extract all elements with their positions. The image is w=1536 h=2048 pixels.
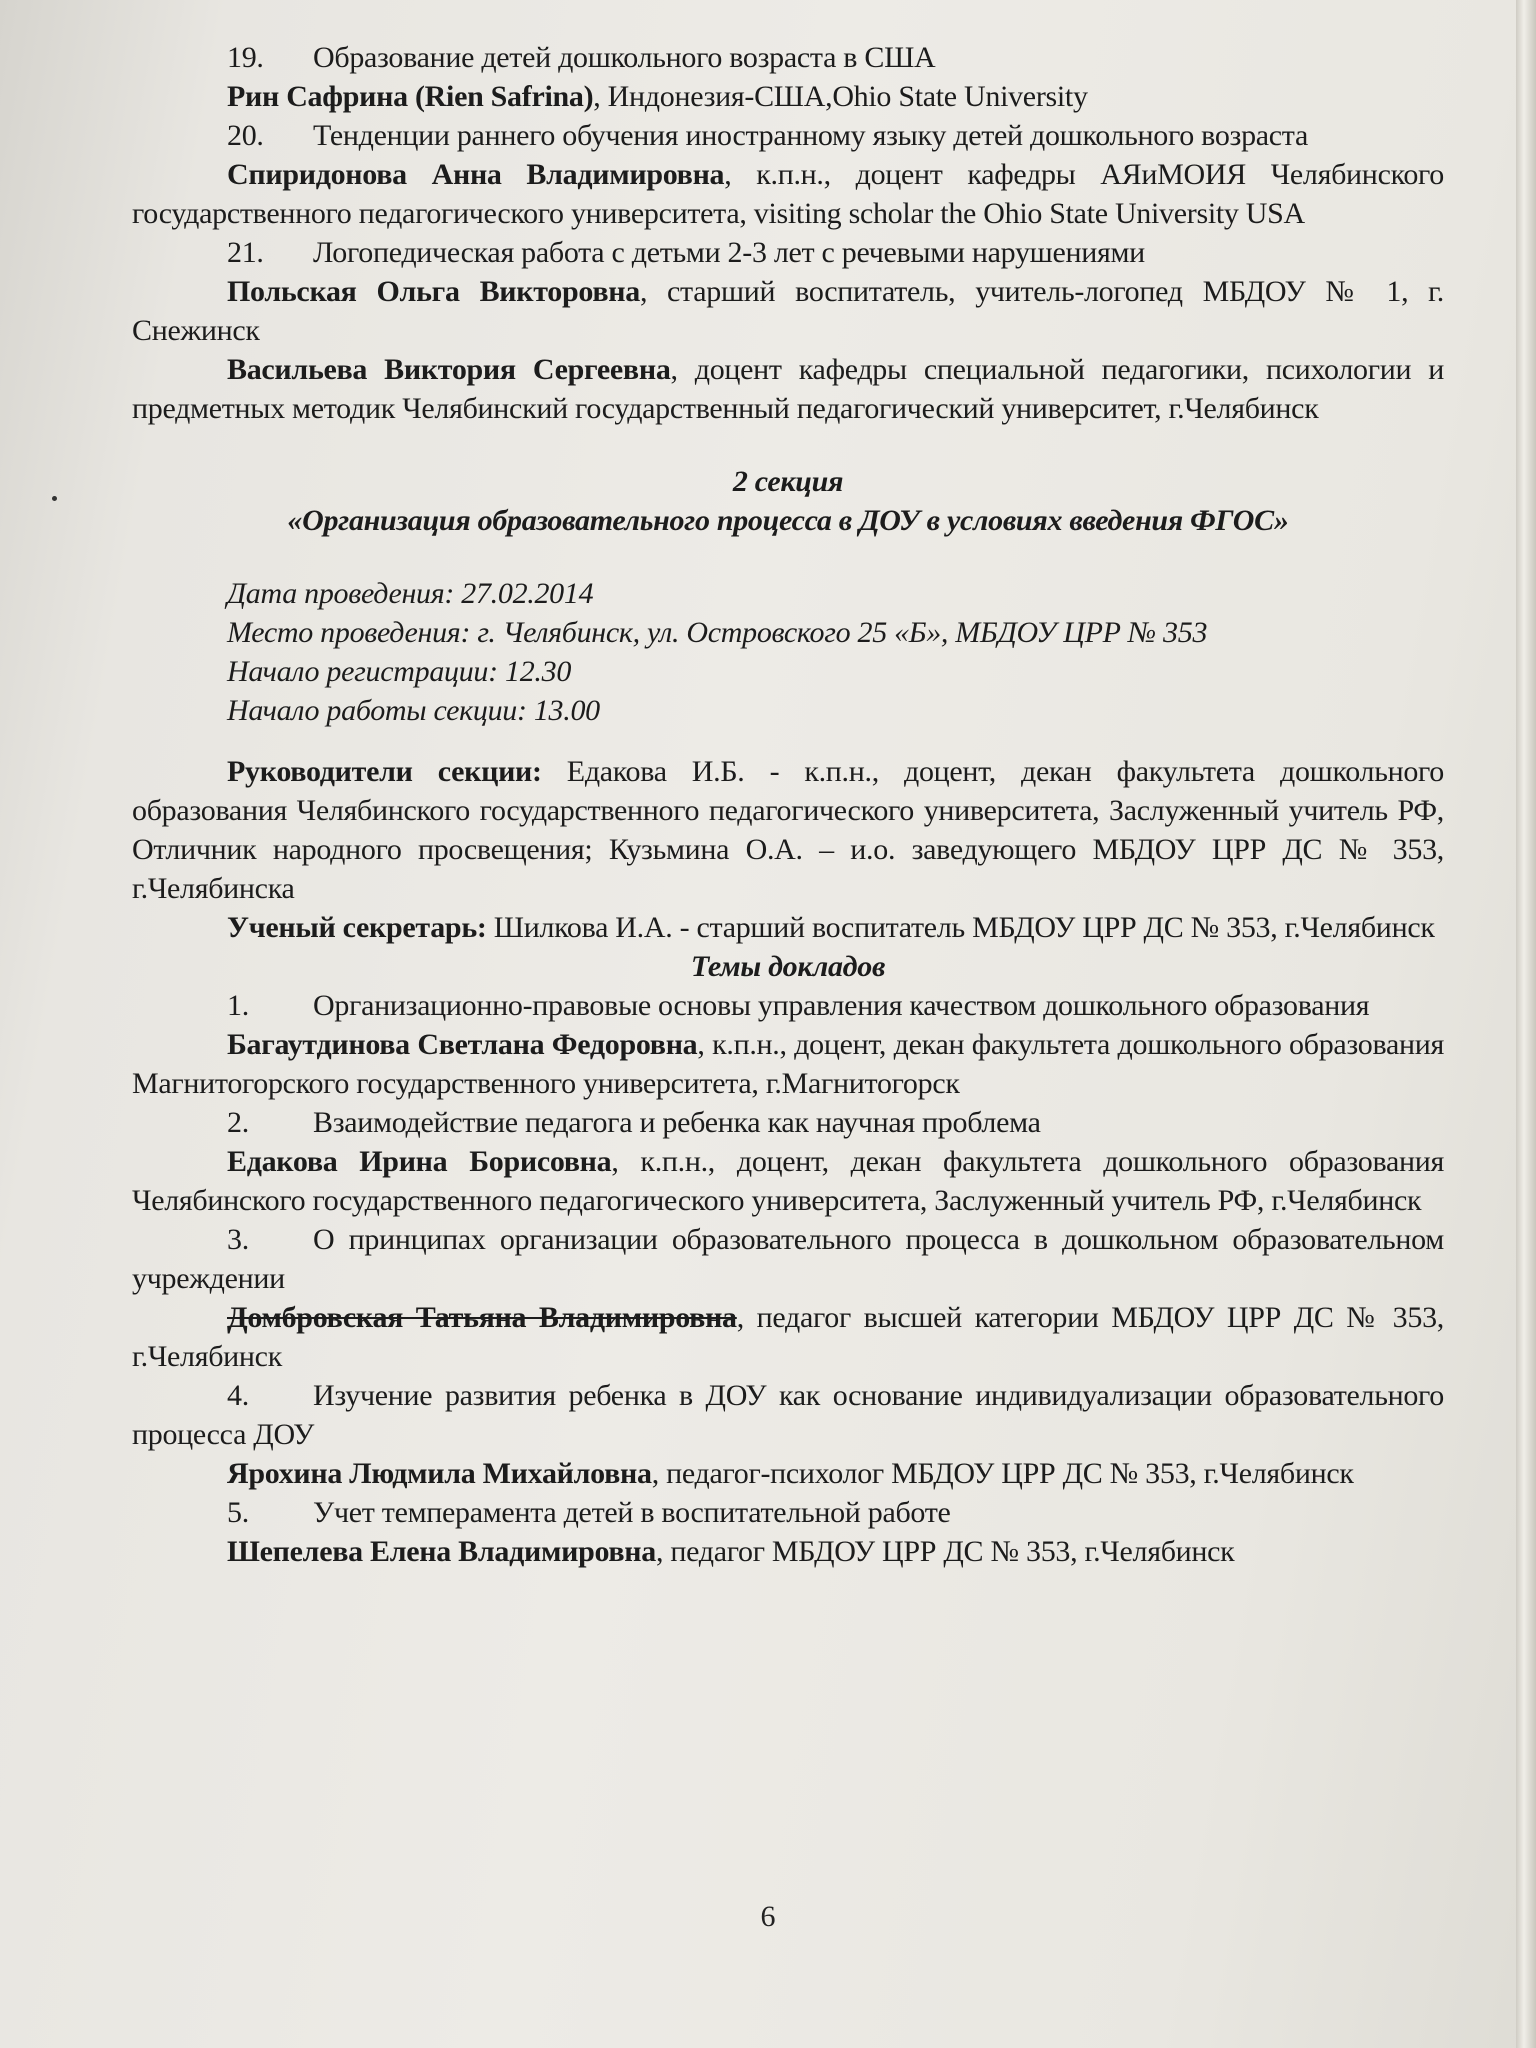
author-name: Польская Ольга Викторовна [227, 275, 640, 308]
topic-5-author [132, 1532, 1444, 1571]
section-place: Место проведения: г. Челябинск, ул. Островского 25 «Б», МБДОУ ЦРР № 353 [227, 616, 1208, 649]
topic-title: Изучение развития ребенка в ДОУ как основание индивидуализации образовательного процесса ДОУ [132, 1379, 1444, 1451]
topic-3-author [132, 1298, 1444, 1376]
topic-21-title [132, 233, 1444, 272]
topic-1-author [132, 1025, 1444, 1103]
topics-heading: Темы докладов [690, 950, 886, 983]
author-info: , к.п.н., доцент, декан факультета дошкольного образования Магнитогорского государственного университета, г.Магнитогорск [132, 1028, 1444, 1100]
author-name: Домбровская Татьяна Владимировна [227, 1301, 737, 1334]
topic-title: Образование детей дошкольного возраста в США [313, 41, 936, 74]
topic-number: 21. [227, 236, 264, 269]
topic-4-title [132, 1376, 1444, 1454]
author-name: Едакова Ирина Борисовна [227, 1145, 612, 1178]
topic-title: Учет темперамента детей в воспитательной работе [313, 1496, 951, 1529]
author-info: , старший воспитатель, учитель-логопед МБДОУ № 1, г. Снежинск [132, 275, 1444, 347]
page-edge [1516, 0, 1536, 2048]
author-info: , доцент кафедры специальной педагогики, психологии и предметных методик Челябинский государственный педагогический университет, г.Челябинск [132, 353, 1445, 425]
section-title: «Организация образовательного процесса в ДОУ в условиях введения ФГОС» [287, 504, 1289, 537]
topic-21-author-1 [132, 272, 1444, 350]
topic-number: 19. [227, 41, 264, 74]
section-start: Начало работы секции: 13.00 [227, 694, 600, 727]
author-name: Васильева Виктория Сергеевна [227, 353, 671, 386]
topic-2-author [132, 1142, 1444, 1220]
topic-number: 2. [227, 1106, 249, 1139]
topic-21-author-2 [132, 350, 1444, 428]
leaders-label: Руководители секции: [227, 755, 542, 788]
section-registration: Начало регистрации: 12.30 [227, 655, 572, 688]
topic-number: 4. [227, 1379, 249, 1412]
author-name: Рин Сафрина (Rien Safrina) [227, 80, 594, 113]
topic-2-title [132, 1103, 1444, 1142]
topic-19-author [132, 77, 1444, 116]
leaders-text: Едакова И.Б. - к.п.н., доцент, декан факультета дошкольного образования Челябинского государственного педагогического университета, Заслуженный учитель РФ, Отличник народного просвещения; Кузьмина О.А. – и.о. заведующего МБДОУ ЦРР ДС № 353, г.Челябинска [132, 755, 1444, 905]
topic-number: 3. [227, 1223, 249, 1256]
author-info: , к.п.н., доцент кафедры АЯиМОИЯ Челябинского государственного педагогического университета, visiting scholar the Ohio State University USA [132, 158, 1444, 230]
topic-3-title [132, 1220, 1444, 1298]
topic-4-author [132, 1454, 1444, 1493]
section-heading: 2 секция [732, 465, 844, 498]
topic-title: Организационно-правовые основы управления качеством дошкольного образования [313, 989, 1370, 1022]
author-info: , педагог-психолог МБДОУ ЦРР ДС № 353, г.Челябинск [651, 1457, 1354, 1490]
topic-title: О принципах организации образовательного процесса в дошкольном образовательном учреждении [132, 1223, 1444, 1295]
topic-20-author [132, 155, 1444, 233]
author-info: , педагог высшей категории МБДОУ ЦРР ДС № 353, г.Челябинск [132, 1301, 1444, 1373]
author-name: Спиридонова Анна Владимировна [227, 158, 725, 191]
topic-number: 1. [227, 989, 249, 1022]
topic-5-title [132, 1493, 1444, 1532]
topic-title: Тенденции раннего обучения иностранному языку детей дошкольного возраста [313, 119, 1309, 152]
topic-title: Взаимодействие педагога и ребенка как научная проблема [313, 1106, 1041, 1139]
secretary-text: Шилкова И.А. - старший воспитатель МБДОУ ЦРР ДС № 353, г.Челябинск [486, 911, 1435, 944]
author-info: , к.п.н., доцент, декан факультета дошкольного образования Челябинского государственного педагогического университета, Заслуженный учитель РФ, г.Челябинск [132, 1145, 1444, 1217]
topic-number: 20. [227, 119, 264, 152]
author-info: , Индонезия-США,Ohio State University [593, 80, 1088, 113]
topic-1-title [132, 986, 1444, 1025]
topic-title: Логопедическая работа с детьми 2-3 лет с речевыми нарушениями [313, 236, 1145, 269]
section-date: Дата проведения: 27.02.2014 [227, 577, 594, 610]
section-secretary [132, 908, 1444, 947]
secretary-label: Ученый секретарь: [227, 911, 487, 944]
section-leaders [132, 752, 1444, 908]
author-name: Багаутдинова Светлана Федоровна [227, 1028, 698, 1061]
topic-number: 5. [227, 1496, 249, 1529]
topic-20-title [132, 116, 1444, 155]
author-info: , педагог МБДОУ ЦРР ДС № 353, г.Челябинск [656, 1535, 1235, 1568]
page-number: 6 [760, 1900, 776, 1933]
topic-19-title [132, 38, 1444, 77]
author-name: Шепелева Елена Владимировна [227, 1535, 656, 1568]
page-content [132, 38, 1444, 1571]
stray-mark [52, 496, 57, 501]
author-name: Ярохина Людмила Михайловна [227, 1457, 652, 1490]
